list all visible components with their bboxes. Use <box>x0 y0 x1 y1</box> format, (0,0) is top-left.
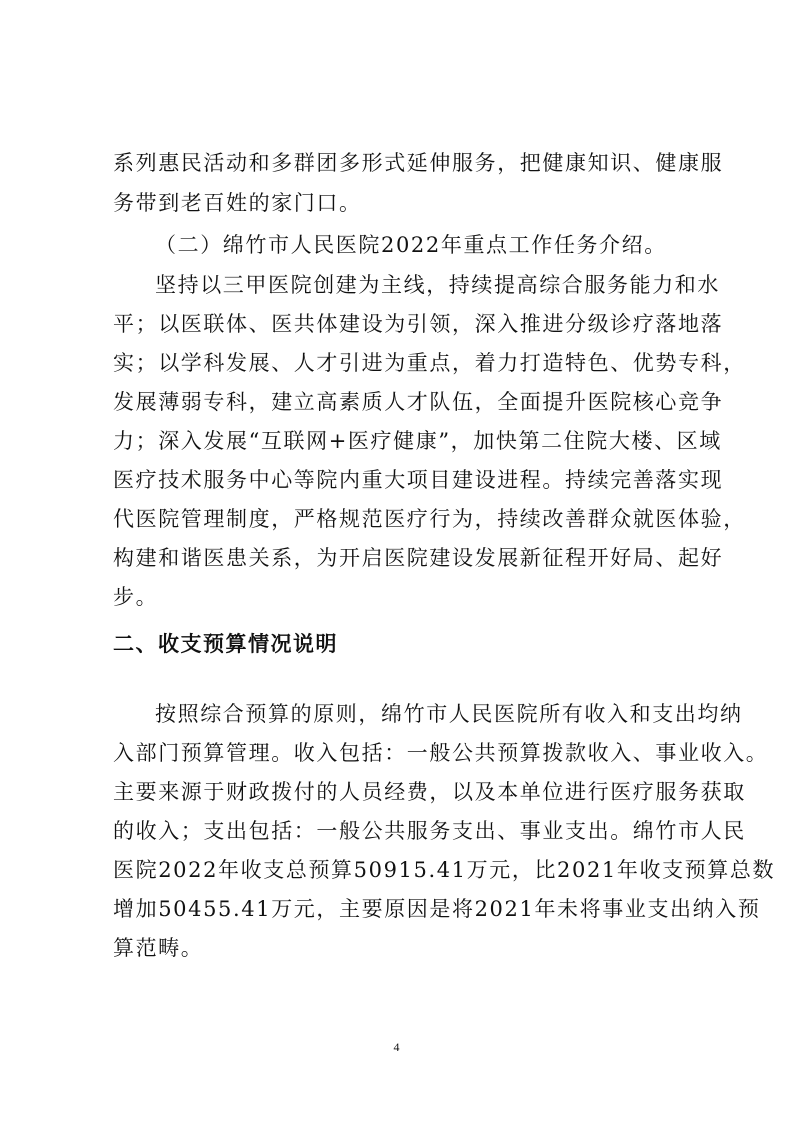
paragraph-line: 系列惠民活动和多群团多形式延伸服务，把健康知识、健康服 <box>113 151 724 175</box>
paragraph-line: 代医院管理制度，严格规范医疗行为，持续改善群众就医体验， <box>113 507 746 531</box>
paragraph-line: 增加50455.41万元，主要原因是将2021年未将事业支出纳入预 <box>113 897 761 921</box>
paragraph-line: 平；以医联体、医共体建设为引领，深入推进分级诊疗落地落 <box>113 312 724 336</box>
section-heading: 二、收支预算情况说明 <box>113 632 338 656</box>
paragraph-line: 入部门预算管理。收入包括：一般公共预算拨款收入、事业收入。 <box>113 741 769 765</box>
paragraph-line: 务带到老百姓的家门口。 <box>113 191 362 215</box>
paragraph-line: 医疗技术服务中心等院内重大项目建设进程。持续完善落实现 <box>113 468 724 492</box>
paragraph-line: 的收入；支出包括：一般公共服务支出、事业支出。绵竹市人民 <box>113 819 746 843</box>
paragraph-line: 力；深入发展“互联网+医疗健康”，加快第二住院大楼、区域 <box>113 429 722 453</box>
paragraph-line: 发展薄弱专科，建立高素质人才队伍，全面提升医院核心竞争 <box>113 390 724 414</box>
paragraph-line: 算范畴。 <box>113 936 204 960</box>
paragraph-line: 实；以学科发展、人才引进为重点，着力打造特色、优势专科， <box>113 351 746 375</box>
paragraph-line: 主要来源于财政拨付的人员经费，以及本单位进行医疗服务获取 <box>113 780 746 804</box>
paragraph-line: 坚持以三甲医院创建为主线，持续提高综合服务能力和水 <box>155 273 720 297</box>
subheading: （二）绵竹市人民医院2022年重点工作任务介绍。 <box>155 233 667 257</box>
paragraph-line: 步。 <box>113 585 159 609</box>
paragraph-line: 构建和谐医患关系，为开启医院建设发展新征程开好局、起好 <box>113 546 724 570</box>
page-number: 4 <box>393 1040 400 1054</box>
paragraph-line: 医院2022年收支总预算50915.41万元，比2021年收支预算总数 <box>113 858 776 882</box>
paragraph-line: 按照综合预算的原则，绵竹市人民医院所有收入和支出均纳 <box>155 702 743 726</box>
